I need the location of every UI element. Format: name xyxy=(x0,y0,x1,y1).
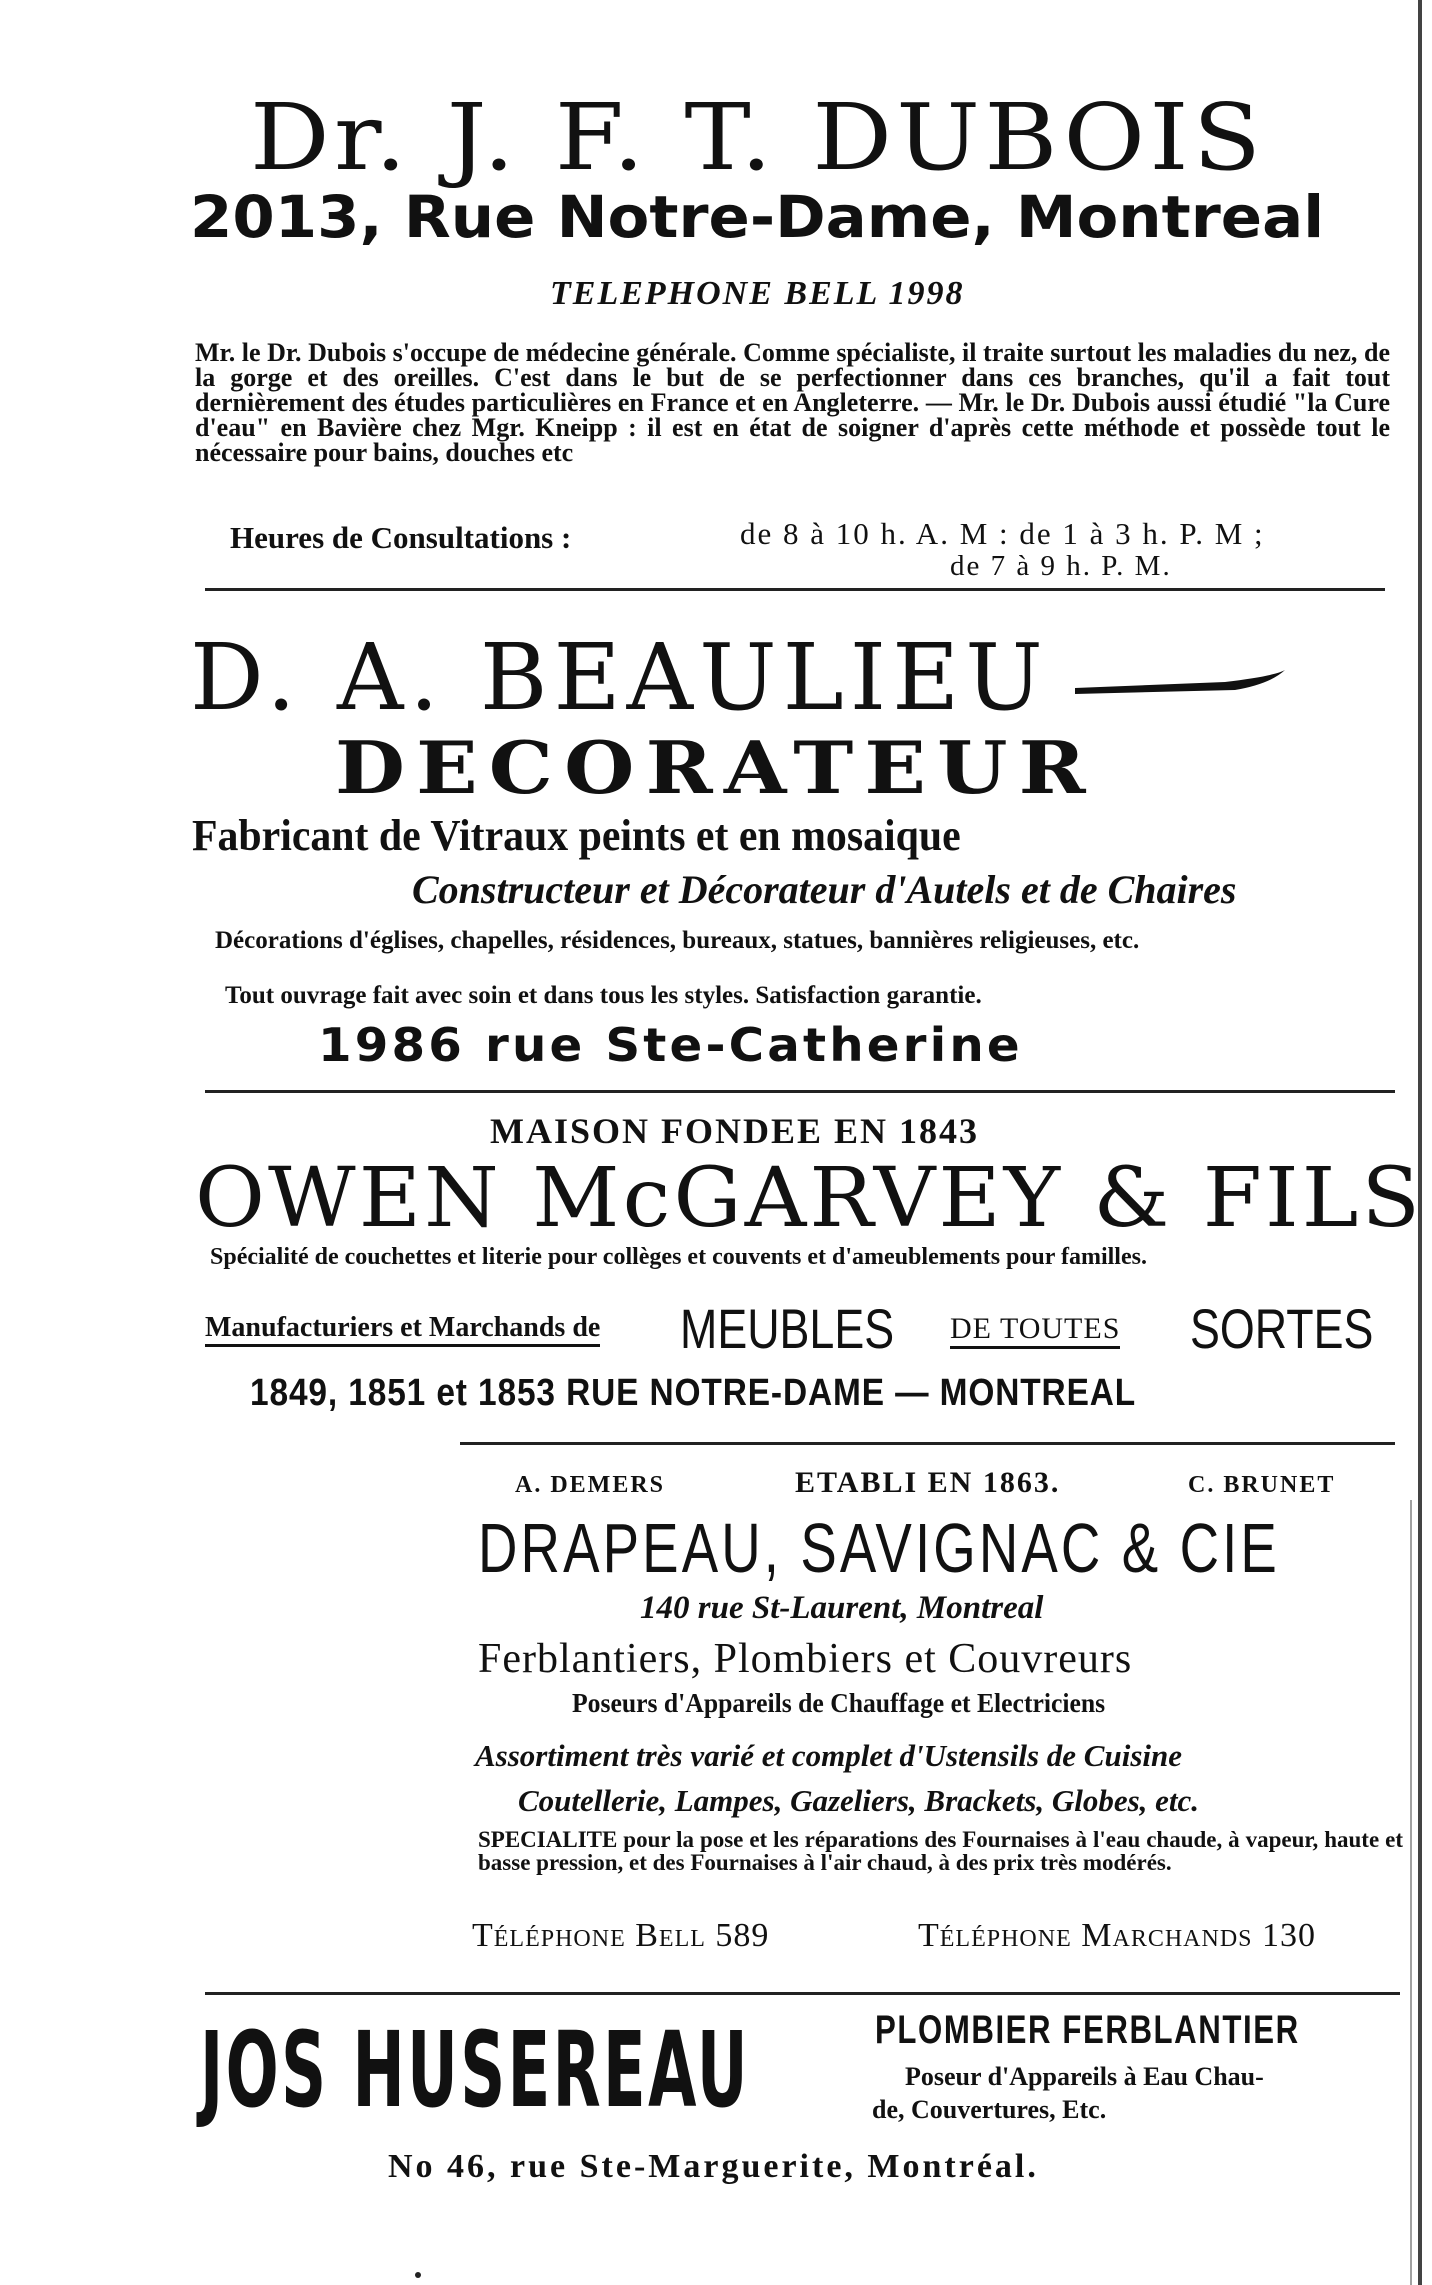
drapeau-assortiment: Assortiment très varié et complet d'Ustensils de Cuisine xyxy=(475,1738,1182,1773)
husereau-trade: PLOMBIER FERBLANTIER xyxy=(875,2008,1300,2052)
drapeau-name: DRAPEAU, SAVIGNAC & CIE xyxy=(478,1509,1280,1587)
dubois-hours-label: Heures de Consultations : xyxy=(230,520,572,555)
husereau-name: JOS HUSEREAU xyxy=(200,2009,750,2131)
beaulieu-address: 1986 rue Ste-Catherine xyxy=(318,1018,1023,1072)
beaulieu-fabricant: Fabricant de Vitraux peints et en mosaique xyxy=(192,811,961,860)
mcgarvey-de-toutes: DE TOUTES xyxy=(950,1312,1120,1349)
mcgarvey-founded: MAISON FONDEE EN 1843 xyxy=(490,1111,980,1151)
dubois-hours-line1: de 8 à 10 h. A. M : de 1 à 3 h. P. M ; xyxy=(740,516,1265,551)
mcgarvey-manufacturiers: Manufacturiers et Marchands de xyxy=(205,1312,600,1347)
dubois-description: Mr. le Dr. Dubois s'occupe de médecine générale. Comme spécialiste, il traite surtout les maladies du nez, de la gorge et des oreilles. C'est dans le but de se perfectionner dans ces branches, qu'il a fait tout dernièrement des études particulières en France et en Angleterre. — Mr. le Dr. Dubois aussi étudié "la Cure d'eau" en Bavière chez Mgr. Kneipp : il est en état de soigner d'après cette méthode et possède tout le nécessaire pour bains, douches etc xyxy=(195,338,1390,467)
beaulieu-decorations: Décorations d'églises, chapelles, résidences, bureaux, statues, bannières religieuses, etc. xyxy=(215,927,1140,954)
divider-rule xyxy=(205,1992,1400,1995)
dubois-name: Dr. J. F. T. DUBOIS xyxy=(250,84,1266,191)
husereau-poseur: Poseur d'Appareils à Eau Chau- xyxy=(905,2062,1264,2091)
page-edge-shadow xyxy=(1410,1500,1412,2285)
mcgarvey-name: OWEN McGARVEY & FILS xyxy=(195,1151,1424,1246)
divider-rule xyxy=(460,1442,1395,1445)
print-speck xyxy=(415,2272,421,2278)
dubois-hours-line2: de 7 à 9 h. P. M. xyxy=(950,550,1172,582)
mcgarvey-address: 1849, 1851 et 1853 RUE NOTRE-DAME — MONTREAL xyxy=(250,1372,1137,1414)
dubois-address: 2013, Rue Notre-Dame, Montreal xyxy=(190,183,1325,251)
beaulieu-constructeur: Constructeur et Décorateur d'Autels et de Chaires xyxy=(412,867,1237,912)
swash-ornament-icon xyxy=(1075,668,1285,696)
mcgarvey-sortes: SORTES xyxy=(1190,1297,1374,1360)
beaulieu-tout: Tout ouvrage fait avec soin et dans tous les styles. Satisfaction garantie. xyxy=(225,982,982,1009)
beaulieu-name: D. A. BEAULIEU xyxy=(190,624,1049,731)
dubois-telephone: TELEPHONE BELL 1998 xyxy=(550,275,965,312)
beaulieu-title: DECORATEUR xyxy=(335,725,1097,810)
drapeau-tel-marchands: Téléphone Marchands 130 xyxy=(918,1917,1317,1954)
page-edge-line xyxy=(1418,0,1422,2285)
divider-rule xyxy=(205,1090,1395,1093)
husereau-address: No 46, rue Ste-Marguerite, Montréal. xyxy=(388,2148,1039,2185)
drapeau-address: 140 rue St-Laurent, Montreal xyxy=(640,1590,1044,1626)
drapeau-brunet: C. BRUNET xyxy=(1188,1472,1336,1498)
drapeau-specialite: SPECIALITE pour la pose et les réparations des Fournaises à l'eau chaude, à vapeur, haute et basse pression, et des Fournaises à l'air chaud, à des prix très modérés. xyxy=(478,1827,1403,1875)
divider-rule xyxy=(205,588,1385,591)
drapeau-poseurs: Poseurs d'Appareils de Chauffage et Electriciens xyxy=(572,1688,1106,1718)
drapeau-trades: Ferblantiers, Plombiers et Couvreurs xyxy=(478,1636,1133,1682)
mcgarvey-meubles: MEUBLES xyxy=(680,1297,895,1360)
drapeau-demers: A. DEMERS xyxy=(515,1472,666,1498)
drapeau-etabli: ETABLI EN 1863. xyxy=(795,1466,1061,1499)
mcgarvey-specialite: Spécialité de couchettes et literie pour collèges et couvents et d'ameublements pour familles. xyxy=(210,1244,1147,1270)
drapeau-coutellerie: Coutellerie, Lampes, Gazeliers, Brackets, Globes, etc. xyxy=(518,1783,1200,1818)
drapeau-tel-bell: Téléphone Bell 589 xyxy=(472,1917,770,1954)
husereau-couvertures: de, Couvertures, Etc. xyxy=(872,2095,1107,2124)
